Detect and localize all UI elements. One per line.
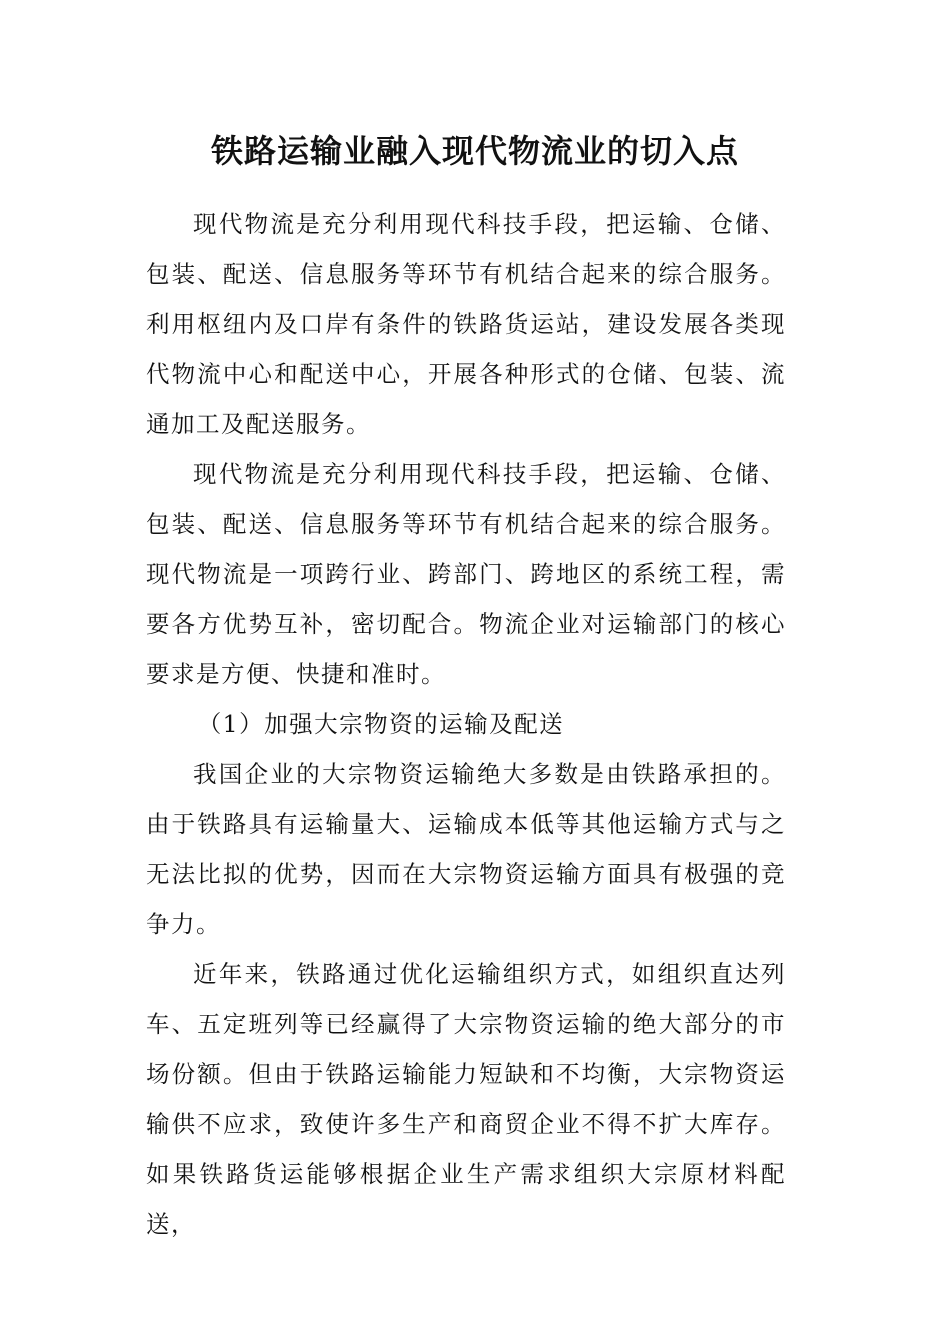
- document-title: 铁路运输业融入现代物流业的切入点: [210, 132, 739, 170]
- document-body: [146, 199, 786, 1249]
- paragraph-4: 近年来，铁路通过优化运输组织方式，如组织直达列车、五定班列等已经赢得了大宗物资运输的绝大部分的市场份额。但由于铁路运输能力短缺和不均衡，大宗物资运输供不应求，致使许多生产和商贸企业不得不扩大库存。如果铁路货运能够根据企业生产需求组织大宗原材料配送，: [146, 960, 786, 1238]
- paragraph-1: 现代物流是充分利用现代科技手段，把运输、仓储、包装、配送、信息服务等环节有机结合起来的综合服务。利用枢纽内及口岸有条件的铁路货运站，建设发展各类现代物流中心和配送中心，开展各种形式的仓储、包装、流通加工及配送服务。: [146, 210, 786, 438]
- paragraph-2: 现代物流是充分利用现代科技手段，把运输、仓储、包装、配送、信息服务等环节有机结合起来的综合服务。现代物流是一项跨行业、跨部门、跨地区的系统工程，需要各方优势互补，密切配合。物流企业对运输部门的核心要求是方便、快捷和准时。: [146, 460, 786, 688]
- section-heading: （1）加强大宗物资的运输及配送: [197, 710, 565, 738]
- paragraph-3: 我国企业的大宗物资运输绝大多数是由铁路承担的。由于铁路具有运输量大、运输成本低等其他运输方式与之无法比拟的优势，因而在大宗物资运输方面具有极强的竞争力。: [146, 760, 786, 938]
